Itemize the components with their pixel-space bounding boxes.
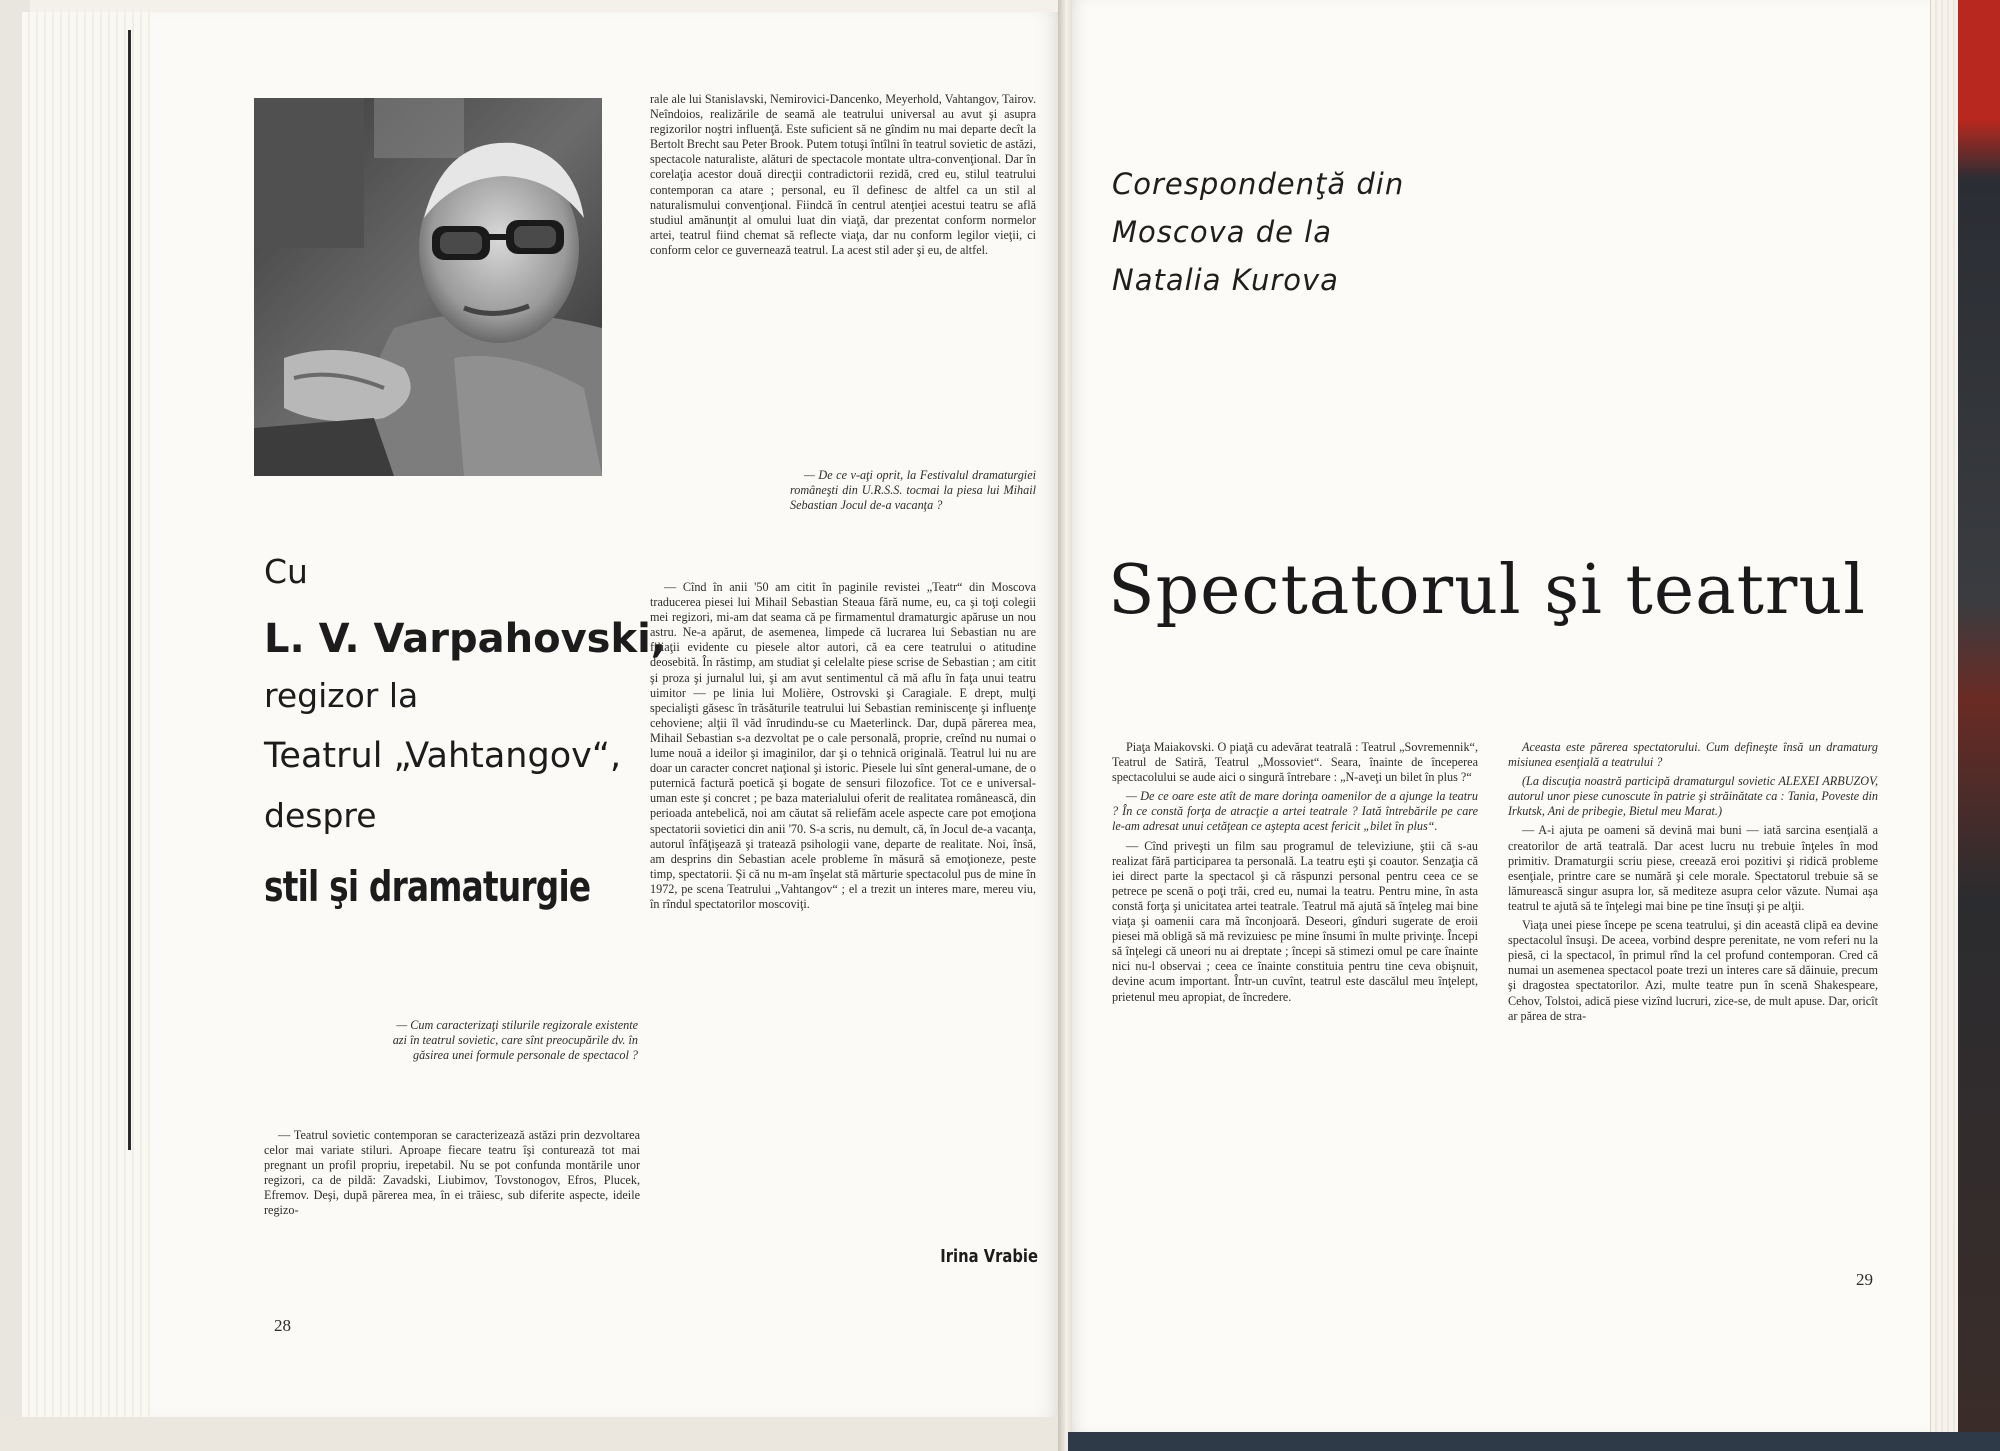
heading-name: L. V. Varpahovski, [264,616,666,662]
book-gutter [1058,0,1072,1451]
article-author: Irina Vrabie [940,1246,1038,1267]
heading-cu: Cu [264,552,308,591]
interview-question-2-column [790,468,1036,517]
interview-question-1: — Cum caracterizaţi stilurile regizorale existente azi în teatrul sovietic, care sînt preocupările dv. în găsirea unei formule personale de spectacol ? [392,1018,638,1063]
interview-question-2: — De ce v-aţi oprit, la Festivalul dramaturgiei româneşti din U.R.S.S. tocmai la piesa lui Mihail Sebastian Jocul de-a vacanţa ? [790,468,1036,513]
article-paragraph-italic: — De ce oare este atît de mare dorinţa oamenilor de a ajunge la teatru ? În ce constă forţa de atracţie a artei teatrale ? Iată întrebările pe care le-am adresat unui cetăţean ce aştepta acest fericit „bilet în plus“. [1112,789,1478,834]
article-paragraph-italic: Aceasta este părerea spectatorului. Cum defineşte însă un dramaturg misiunea esenţială a teatrului ? [1508,740,1878,770]
interview-heading [264,552,666,912]
left-margin-rule [128,30,131,1150]
article-paragraph: Viaţa unei piese începe pe scena teatrului, şi din această clipă ea devine spectacolul însuşi. De aceea, vorbind despre perenitate, ne vom referi nu la piesă, ci la spectacol, în primul rînd la cel profund contemporan. Cred că numai un asemenea spectacol poate trezi un interes care să dăinuie, precum şi dragostea spectatorilor. Azi, multe teatre pun în scenă Shakespeare, Cehov, Tolstoi, adică piese vizînd lucruri, zice-se, de mult apuse. Dar, oricît ar părea de stra- [1508,918,1878,1023]
article-title: Spectatorul şi teatrul [1108,551,1866,630]
article-paragraph: — A-i ajuta pe oameni să devină mai buni — iată sarcina esenţială a creatorilor de artă teatrală. Dar acest lucru nu trebuie înţeles în mod primitiv. Dramaturgii scriu piese, creează eroi pozitivi şi ridică probleme esenţiale, printre care se numără şi cele morale. Spectatorul trebuie să se lămurească singur asupra lor, să mediteze asupra celor văzute. Numai aşa teatrul te ajută să te înţelegi mai bine pe tine însuţi şi pe alţii. [1508,823,1878,913]
page-number-right: 29 [1856,1270,1873,1289]
interview-answer-2-column [650,580,1036,916]
heading-despre: despre [264,796,377,835]
interview-answer-2: — Cînd în anii '50 am citit în paginile revistei „Teatr“ din Moscova traducerea piesei lui Mihail Sebastian Steaua fără nume, eu, ca şi toţi colegii mei regizori, mi-am dat seama că pe firmamentul dramaturgic apăruse un nou astru. Ne-a apărut, de asemenea, limpede că lucrarea lui Sebastian nu are filiaţii evidente cu piesele altor autori, că ea cere teatrului o atitudine deosebită. În răstimp, am studiat şi celelalte piese scrise de Sebastian ; am citit şi proza şi jurnalul lui, şi am avut sentimentul că mă aflu în faţa unui teatru uimitor — pe linia lui Molière, Ostrovski şi Caragiale. E drept, mulţi specialişti găsesc în trăsăturile teatrului lui Sebastian reminiscenţe şi influenţe cehoviene; alţii îl văd înrudindu-se cu Maeterlinck. Dar, după părerea mea, Mihail Sebastian s-a dezvoltat pe o cale personală, proprie, creînd nu numai o lume nouă a ideilor şi imaginilor, dar şi o tehnică originală. Teatrul lui nu are doar un caracter concret naţional şi istoric. Piesele lui sînt general-umane, de o puternică factură poetică şi bogate de sensuri filozofice. Tot ce e universal-uman este şi concret ; pe baza materialului oferit de realitatea românească, din perioada antebelică, noi am căutat să reliefăm acele aspecte care pot emoţiona spectatorii sovietici din anii '70. S-a scris, nu demult, că, în Jocul de-a vacanţa, autorul înfăţişează şi tratează psihologii vane, departe de realitate. Noi, însă, am desprins din Sebastian acele probleme în măsură să emoţioneze, peste timp, spectatorii. Şi că nu m-am înşelat stă mărturie spectacolul pus de mine în 1972, pe scena Teatrului „Vahtangov“ ; el a trezit un interes mare, mereu viu, în rîndul spectatorilor moscoviţi. [650,580,1036,911]
heading-topic: stil şi dramaturgie [264,862,591,911]
book-cover-bottom [1068,1432,2000,1451]
book-cover-right [1958,0,2000,1451]
background-bottom-left [0,1417,1068,1451]
heading-theatre: Teatrul „Vahtangov“, [264,736,622,776]
article-paragraph: rale ale lui Stanislavski, Nemirovici-Dancenko, Meyerhold, Vahtangov, Tairov. Neîndoios, realizările de seamă ale teatrului universal au avut şi asupra regizorilor noştri influenţă. Este suficient să ne gîndim nu mai departe decît la Bertolt Brecht sau Peter Brook. Putem totuşi întîlni în teatrul sovietic de astăzi, spectacole naturaliste, alături de spectacole montate ultra-convenţional. Dar în corelaţia acestor două direcţii contradictorii rezidă, cred eu, stilul teatrului contemporan ca atare ; personal, eu îl definesc de altfel ca un stil al naturalismului convenţional. Fiindcă în centrul atenţiei acestui teatru se află studiul amănunţit al omului luat din viaţă, dar prezentat conform normelor artei, teatrul fiind chemat să reflecte viaţa, dar nu conform legilor vieţii, ci conform celor ce guvernează teatrul. La acest stil ader şi eu, de altfel. [650,92,1036,257]
correspondence-line-2: Moscova de la [1112,215,1333,249]
article-column-2-top [650,92,1036,262]
right-page-stack [1930,0,1958,1432]
article-paragraph: — Cînd priveşti un film sau programul de televiziune, ştii că s-au realizat fără participarea ta personală. La teatru eşti şi coautor. Senzaţia că iei direct parte la spectacol şi că răspunzi personal pentru ceea ce se petrece pe scenă o poţi trăi, cred eu, numai la teatru. Pentru mine, în asta constă forţa şi unicitatea artei teatrale. Teatrul mă ajută să înţeleg mai bine viaţa şi oamenii cara mă înconjoară. Deseori, gînduri sugerate de eroii piesei mă obligă să mă revizuiesc pe mine însumi în multe privinţe. Începi să înţelegi că uneori nu ai dreptate ; începi să stimezi omul pe care înainte nici nu-l observai ; ceea ce înainte constituia pentru tine ceva obişnuit, devine acum important. Într-un cuvînt, teatrul este dascălul meu înţelept, prietenul meu apropiat, de încredere. [1112,838,1478,1004]
interview-answer-1-column [264,1128,640,1223]
article-column-right-1 [1112,740,1478,1009]
page-number-left: 28 [274,1316,291,1335]
correspondence-line-3: Natalia Kurova [1112,263,1339,297]
article-paragraph-italic: (La discuţia noastră participă dramaturgul sovietic ALEXEI ARBUZOV, autorul unor piese cunoscute în patrie şi străinătate ca : Tania, Poveste din Irkutsk, Ani de pribegie, Bietul meu Marat.) [1508,774,1878,819]
article-column-right-2 [1508,740,1878,1028]
portrait-photo [254,98,602,476]
portrait-photo-image [254,98,602,476]
correspondence-heading [1112,160,1472,304]
interview-answer-1: — Teatrul sovietic contemporan se caracterizează astăzi prin dezvoltarea celor mai variate stiluri. Aproape fiecare teatru îşi conturează tot mai pregnant un profil propriu, irepetabil. Nu se pot confunda montările unor regizori, ca de pildă: Zavadski, Liubimov, Tovstonogov, Efros, Plucek, Efremov. Deşi, după părerea mea, în ei trăiesc, sub diferite aspecte, ideile regizo- [264,1128,640,1218]
article-paragraph: Piaţa Maiakovski. O piaţă cu adevărat teatrală : Teatrul „Sovremennik“, Teatrul de Satiră, Teatrul „Mossoviet“. Seara, înainte de începerea spectacolului se aude aici o singură întrebare : „N-aveţi un bilet în plus ?“ [1112,740,1478,785]
correspondence-line-1: Corespondenţă din [1112,167,1405,201]
heading-role: regizor la [264,676,419,715]
left-page-stack [22,12,152,1417]
